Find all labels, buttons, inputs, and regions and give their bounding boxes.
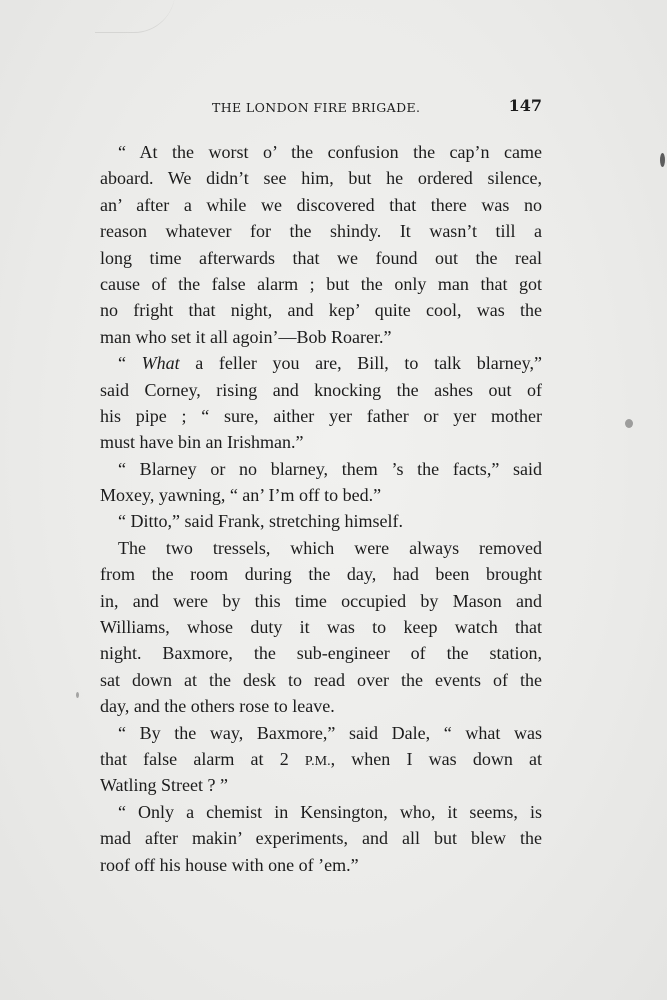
text-line: sat down at the desk to read over the events of the [100, 669, 542, 690]
text-line: “ What a feller you are, Bill, to talk blarney,” [118, 353, 542, 374]
text-line: Williams, whose duty it was to keep watch that [100, 617, 542, 638]
text-line: aboard. We didn’t see him, but he ordered silence, [100, 168, 542, 189]
text-line: reason whatever for the shindy. It wasn’t till a [100, 221, 542, 242]
page-edge-mark [95, 0, 175, 33]
ink-spot [660, 153, 665, 167]
running-title: THE LONDON FIRE BRIGADE. [212, 100, 421, 115]
body-text [100, 139, 542, 878]
text-line: said Corney, rising and knocking the ashes out of [100, 379, 542, 400]
text-line: The two tressels, which were always removed [118, 537, 542, 558]
text-line: that false alarm at 2 P.M., when I was down at [100, 748, 542, 769]
text-line: no fright that night, and kep’ quite cool, was the [100, 300, 542, 321]
text-line: long time afterwards that we found out the real [100, 247, 542, 268]
ink-spot [76, 692, 79, 698]
text-line: “ Only a chemist in Kensington, who, it seems, is [118, 801, 542, 822]
page-number: 147 [508, 96, 542, 115]
text-line: man who set it all agoin’—Bob Roarer.” [100, 326, 392, 347]
text-line: his pipe ; “ sure, aither yer father or yer mother [100, 405, 542, 426]
text-line: Moxey, yawning, “ an’ I’m off to bed.” [100, 485, 382, 506]
text-line: roof off his house with one of ’em.” [100, 854, 359, 875]
text-line: “ By the way, Baxmore,” said Dale, “ what was [118, 722, 542, 743]
ink-spot [625, 419, 633, 428]
text-line: night. Baxmore, the sub-engineer of the station, [100, 643, 542, 664]
text-line: in, and were by this time occupied by Mason and [100, 590, 542, 611]
text-line: from the room during the day, had been brought [100, 564, 542, 585]
text-line: “ Blarney or no blarney, them ’s the facts,” said [118, 458, 542, 479]
text-line: day, and the others rose to leave. [100, 696, 335, 717]
text-line: mad after makin’ experiments, and all but blew the [100, 828, 542, 849]
text-line: must have bin an Irishman.” [100, 432, 304, 453]
text-line: “ At the worst o’ the confusion the cap’n came [118, 142, 542, 162]
text-line: Watling Street ? ” [100, 775, 229, 796]
page-header [100, 96, 542, 120]
text-line: an’ after a while we discovered that there was no [100, 194, 542, 215]
text-line: cause of the false alarm ; but the only man that got [100, 273, 542, 294]
text-line: “ Ditto,” said Frank, stretching himself. [118, 511, 403, 532]
